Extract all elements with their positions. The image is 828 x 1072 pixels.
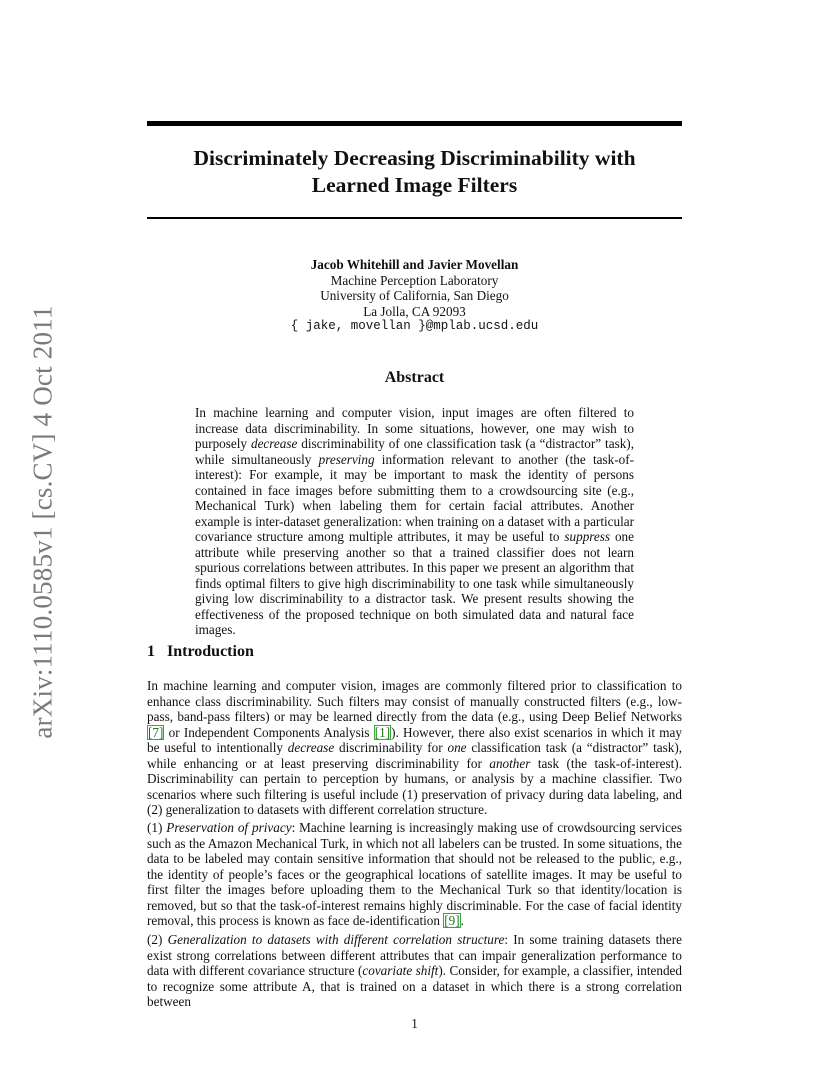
abstract-emphasis: suppress [564,529,611,544]
paragraph-text: classification task (a “distractor” task), while enhancing or at least preserving discriminability for [147,740,683,771]
abstract-text-part: discriminability of one classification task (a “distractor” task), while simultaneously [195,436,634,467]
paragraph-text: ). Consider, for example, a classifier, intended to recognize some attribute A, that is trained on a dataset in which there is a strong correlation between [147,963,682,1009]
paragraph-text: In machine learning and computer vision, images are commonly filtered prior to classification to enhance class discriminability. Such filters may consist of manually constructed filters (e.g., low-pass, band-pass filters) or may be learned directly from the data (e.g., using Deep Belief Networks [147,678,682,724]
section-heading-introduction [147,643,254,661]
intro-paragraph-2 [147,820,682,929]
paragraph-text: (1) [147,820,167,835]
arxiv-identifier: arXiv:1110.0585v1 [cs.CV] 4 Oct 2011 [27,305,58,739]
title-line-1: Discriminately Decreasing Discriminability with [193,146,636,170]
paragraph-emphasis: Preservation of privacy [166,820,292,835]
author-block [147,257,682,335]
intro-paragraph-1 [147,678,682,818]
citation-link[interactable]: [1] [374,724,391,740]
paragraph-text: discriminability for [334,740,448,755]
title-top-rule [147,121,682,126]
abstract-emphasis: decrease [250,436,298,451]
abstract-text-part: information relevant to another (the task-of-interest): For example, it may be important to mask the identity of persons contained in face images before submitting them to a crowdsourcing site (e.g., Mechanical Turk) when labeling them for certain facial attributes. Another example is inter-dataset generalization: when training on a dataset with a particular covariance structure among multiple attributes, it may be useful to [195,451,634,544]
abstract-text-part: In machine learning and computer vision, input images are often filtered to increase data discriminability. In some situations, however, one may wish to purposely [195,405,634,451]
intro-paragraph-3 [147,932,682,1010]
citation-link[interactable]: [9] [444,913,460,928]
paragraph-text: (2) [147,932,168,947]
author-names: Jacob Whitehill and Javier Movellan [310,257,519,272]
section-title: Introduction [167,643,254,660]
author-email: { jake, movellan }@mplab.ucsd.edu [290,319,539,333]
paragraph-text: : Machine learning is increasingly making use of crowdsourcing services such as the Amazon Mechanical Turk, in which not all labelers can be trusted. In some situations, the data to be labeled may contain sensitive information that should not be released to the public, e.g., the identity of people’s faces or the geographical locations of satellite images. It may be useful to first filter the images before uploading them to the Mechanical Turk so that identity/location is removed, but so that the task-of-interest remains highly discriminable. For the case of facial identity removal, this process is known as face de-identification [147,820,682,928]
paper-title [147,145,682,199]
paragraph-emphasis: one [447,740,467,755]
abstract-text-part: one attribute while preserving another so that a trained classifier does not learn spurious correlations between attributes. In this paper we present an algorithm that finds optimal filters to give high discriminability to one task while simultaneously giving low discriminability to a distractor task. We present results showing the effectiveness of the proposed technique on both simulated data and natural face images. [195,529,634,637]
paragraph-emphasis: Generalization to datasets with different correlation structure [167,932,505,947]
abstract-text [195,405,634,638]
author-location: La Jolla, CA 92093 [363,303,466,319]
paragraph-text: or Independent Components Analysis [164,724,374,740]
section-number: 1 [147,643,155,660]
abstract-heading: Abstract [384,369,445,386]
title-line-2: Learned Image Filters [311,173,518,197]
paragraph-emphasis: covariate shift [362,963,439,978]
paragraph-text: task (the task-of-interest). Discriminability can pertain to perception by humans, or analysis by a machine classifier. Two scenarios where such filtering is useful include (1) preservation of privacy during data labeling, and (2) generalization to datasets with different correlation structure. [147,755,682,817]
paragraph-text: : In some training datasets there exist strong correlations between different attributes that can impair generalization performance to data with different covariance structure ( [147,932,682,978]
paragraph-emphasis: decrease [287,740,335,755]
citation-link[interactable]: [7] [148,724,164,740]
page-number: 1 [411,1016,418,1031]
author-university: University of California, San Diego [320,288,509,303]
author-lab: Machine Perception Laboratory [330,272,499,288]
paragraph-emphasis: another [489,755,531,771]
title-bottom-rule [147,217,682,219]
paragraph-text: ). However, there also exist scenarios in which it may be useful to intentionally [147,724,682,755]
paragraph-text: . [460,913,464,928]
abstract-emphasis: preserving [318,451,375,467]
